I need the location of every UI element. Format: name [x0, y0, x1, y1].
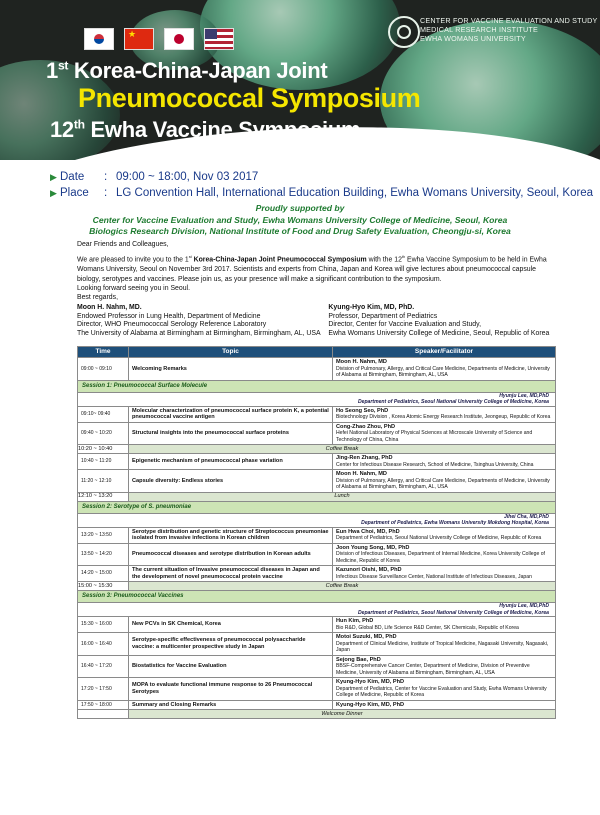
date-label: Date — [60, 171, 85, 183]
time-cell: 11:20 ~ 12:10 — [78, 470, 129, 493]
speaker-cell — [333, 454, 556, 470]
table-row — [78, 655, 556, 678]
title-line-1: 1st Korea-China-Japan Joint — [46, 58, 328, 83]
time-cell: 13:50 ~ 14:20 — [78, 543, 129, 566]
supporter-2: Biologics Research Division, National Institute of Food and Drug Safety Evaluation, Cheongju-si, Korea — [89, 226, 511, 236]
speaker-affiliation: Division of Pulmonary, Allergy, and Critical Care Medicine, Departments of Medicine, University of Alabama at Birmingham, Birmingham, AL, USA — [336, 365, 550, 378]
session-row — [78, 380, 556, 392]
speaker-name: Moon H. Nahm, MD — [336, 471, 387, 477]
topic-cell: Epigenetic mechanism of pneumococcal phase variation — [129, 454, 333, 470]
speaker-name: Sejong Bae, PhD — [336, 656, 381, 663]
time-cell: 15:30 ~ 16:00 — [78, 617, 129, 633]
time-cell: 16:40 ~ 17:20 — [78, 655, 129, 678]
column-header: Time — [78, 347, 129, 358]
break-label: Lunch — [129, 492, 556, 501]
time-cell — [78, 710, 129, 719]
time-cell: 16:00 ~ 16:40 — [78, 633, 129, 656]
header-banner — [0, 0, 600, 160]
speaker-cell — [333, 543, 556, 566]
time-cell: 09:10~ 09:40 — [78, 406, 129, 422]
invitation-letter — [77, 240, 557, 303]
time-cell: 10:40 ~ 11:20 — [78, 454, 129, 470]
time-cell: 09:40 ~ 10:20 — [78, 422, 129, 445]
speaker-affiliation: Center for Infectious Disease Research, School of Medicine, Tsinghua University, China — [336, 461, 534, 468]
speaker-name: Motoi Suzuki, MD, PhD — [336, 634, 397, 640]
signer-name: Moon H. Nahm, MD. — [77, 304, 142, 311]
title-line-3: 12th Ewha Vaccine Symposium — [50, 117, 361, 142]
topic-cell: Biostatistics for Vaccine Evaluation — [129, 655, 333, 678]
speaker-cell — [333, 358, 556, 381]
signer-name: Kyung-Hyo Kim, MD, PhD. — [328, 304, 415, 311]
speaker-affiliation: Department of Pediatrics, Center for Vaccine Evaluation and Study, Ewha Womans University College of Medicine, Republic of Korea — [336, 685, 547, 698]
place-row: ▶ Place : LG Convention Hall, International Education Building, Ewha Womans University, Seoul, Korea — [50, 187, 594, 199]
best-regards: Best regards, — [77, 294, 118, 302]
table-header-row — [78, 347, 556, 358]
date-row: ▶ Date : 09:00 ~ 18:00, Nov 03 2017 — [50, 171, 259, 183]
session-title: Session 2: Serotype of S. pneumoniae — [78, 501, 556, 513]
speaker-cell — [333, 406, 556, 422]
table-row — [78, 422, 556, 445]
place-value: LG Convention Hall, International Education Building, Ewha Womans University, Seoul, Korea — [116, 187, 594, 199]
signer-affiliation: The University of Alabama at Birmingham at Birmingham, Birmingham, AL, USA — [77, 329, 321, 337]
flags-row — [84, 28, 234, 50]
table-row — [78, 678, 556, 701]
speaker-affiliation: Division of Pulmonary, Allergy, and Critical Care Medicine, Departments of Medicine, University of Alabama at Birmingham, Birmingham, AL, USA — [336, 477, 550, 490]
speaker-affiliation: Department of Pediatrics, Seoul National University College of Medicine, Republic of Korea — [336, 535, 542, 541]
speaker-name: Moon H. Nahm, MD — [336, 359, 387, 365]
speaker-name: Hun Kim, PhD — [336, 618, 374, 624]
speaker-cell — [333, 422, 556, 445]
program-body — [78, 358, 556, 719]
speaker-affiliation: Department of Clinical Medicine, Institute of Tropical Medicine, Nagasaki University, Nagasaki, Japan — [336, 640, 549, 653]
break-label: Coffee Break — [129, 582, 556, 591]
time-cell: 13:20 ~ 13:50 — [78, 527, 129, 543]
speaker-affiliation: Biotechnology Division , Korea Atomic Energy Research Institute, Jeongeup, Republic of Korea — [336, 414, 551, 420]
chair-cell — [78, 513, 556, 527]
chair-cell — [78, 392, 556, 406]
program-table — [77, 346, 556, 719]
table-row — [78, 406, 556, 422]
speaker-name: Ho Seong Seo, PhD — [336, 407, 389, 414]
chair-row — [78, 392, 556, 406]
time-cell: 10:20 ~ 10:40 — [78, 445, 129, 454]
chair-row — [78, 603, 556, 617]
table-row — [78, 454, 556, 470]
china-flag-icon — [124, 28, 154, 50]
topic-cell: MOPA to evaluate functional immune response to 26 Pneumococcal Serotypes — [129, 678, 333, 701]
break-label: Welcome Dinner — [129, 710, 556, 719]
time-cell: 12:10 ~ 13:20 — [78, 492, 129, 501]
supporter-1: Center for Vaccine Evaluation and Study, Ewha Womans University College of Medicine, Seoul, Korea — [92, 214, 508, 225]
topic-cell: Summary and Closing Remarks — [129, 700, 333, 710]
signatories — [77, 304, 557, 338]
speaker-affiliation: Hefei National Laboratory of Physical Sciences at Microscale University of Science and Technology of China, China — [336, 430, 533, 443]
speaker-cell — [333, 566, 556, 582]
supported-by: Proudly supported by — [255, 203, 345, 213]
university-emblem-icon — [388, 16, 420, 48]
chair-cell — [78, 603, 556, 617]
time-cell: 17:50 ~ 18:00 — [78, 700, 129, 710]
speaker-affiliation: Division of Infectious Diseases, Department of Internal Medicine, Korea University College of Medicine, Republic of Korea — [336, 551, 545, 564]
chair-name: Hyunju Lee, MD,PhD — [499, 392, 549, 399]
speaker-name: Kyung-Hyo Kim, MD, PhD — [336, 679, 405, 685]
speaker-cell — [333, 633, 556, 656]
korea-flag-icon — [84, 28, 114, 50]
table-row — [78, 358, 556, 381]
usa-flag-icon — [204, 28, 234, 50]
time-cell: 09:00 ~ 09:10 — [78, 358, 129, 381]
title-line-2: Pneumococcal Symposium — [78, 83, 421, 113]
triangle-bullet-icon: ▶ — [50, 171, 57, 182]
topic-cell: New PCVs in SK Chemical, Korea — [129, 617, 333, 633]
topic-cell: Pneumococcal diseases and serotype distribution in Korean adults — [129, 543, 333, 566]
speaker-cell — [333, 678, 556, 701]
signer-title: Director, Center for Vaccine Evaluation and Study, — [328, 321, 481, 329]
speaker-name: Eun Hwa Choi, MD, PhD — [336, 528, 400, 535]
speaker-affiliation: BBSF-Comprehensive Cancer Center, Department of Medicine, Division of Preventive Medicine, University of Alabama at Birmingham, Birmingham, AL, USA — [336, 663, 530, 676]
supporters — [0, 203, 600, 238]
signer-title: Director, WHO Pneumococcal Serology Reference Laboratory — [77, 321, 267, 329]
speaker-cell — [333, 470, 556, 493]
speaker-cell — [333, 655, 556, 678]
invitation-paragraph: We are pleased to invite you to the 1st Korea-China-Japan Joint Pneumococcal Symposium with the 12th Ewha Vaccine Symposium to be held in Ewha Womans University, Seoul on November 3rd 2017. Scientists and experts from China, Japan and Korea will give lectures about pneumococcal capsule biology, serotypes and vaccines. Please join us, as your presence will make a significant contribution to the symposium. — [77, 255, 547, 283]
table-row — [78, 617, 556, 633]
session-title: Session 3: Pneumococcal Vaccines — [78, 591, 556, 603]
table-row — [78, 470, 556, 493]
japan-flag-icon — [164, 28, 194, 50]
speaker-name: Kazunori Oishi, MD, PhD — [336, 567, 402, 573]
topic-cell: Molecular characterization of pneumococcal surface protein K, a potential pneumococcal vaccine antigen — [129, 406, 333, 422]
time-cell: 15:00 ~ 15:30 — [78, 582, 129, 591]
chair-affiliation: Department of Pediatrics, Seoul National University College of Medicine, Korea — [357, 609, 549, 616]
table-row — [78, 566, 556, 582]
table-row — [78, 633, 556, 656]
table-row — [78, 700, 556, 710]
topic-cell: Structural insights into the pneumococcal surface proteins — [129, 422, 333, 445]
speaker-cell — [333, 527, 556, 543]
speaker-name: Joon Young Song, MD, PhD — [336, 544, 410, 551]
organization-name — [420, 16, 598, 43]
break-row — [78, 445, 556, 454]
org-line: CENTER FOR VACCINE EVALUATION AND STUDY — [420, 16, 598, 25]
speaker-name: Cong-Zhao Zhou, PhD — [336, 423, 396, 430]
break-row — [78, 710, 556, 719]
table-row — [78, 527, 556, 543]
chair-affiliation: Department of Pediatrics, Ewha Womans University Mokdong Hospital, Korea — [361, 520, 549, 526]
topic-cell: Serotype distribution and genetic structure of Streptococcus pneumoniae isolated from invasive infections in Korean children — [129, 527, 333, 543]
org-line: EWHA WOMANS UNIVERSITY — [420, 34, 526, 43]
speaker-cell — [333, 617, 556, 633]
speaker-affiliation: Bio R&D, Global BD, Life Science R&D Center, SK Chemicals, Republic of Korea — [336, 624, 519, 631]
chair-name: Hyunju Lee, MD,PhD — [499, 603, 549, 609]
table-row — [78, 543, 556, 566]
column-header: Topic — [129, 347, 333, 358]
signer-1 — [77, 304, 328, 338]
break-row — [78, 492, 556, 501]
topic-cell: Welcoming Remarks — [129, 358, 333, 381]
speaker-name: Kyung-Hyo Kim, MD, PhD — [336, 701, 405, 708]
time-cell: 17:20 ~ 17:50 — [78, 678, 129, 701]
speaker-name: Jing-Ren Zhang, PhD — [336, 455, 393, 461]
signer-title: Endowed Professor in Lung Health, Department of Medicine — [77, 312, 261, 320]
topic-cell: Capsule diversity: Endless stories — [129, 470, 333, 493]
speaker-affiliation: Infectious Disease Surveillance Center, National Institute of Infectious Diseases, Japan — [336, 573, 532, 580]
topic-cell: The current situation of Invasive pneumococcal diseases in Japan and the development of novel pneumococcal protein vaccine — [129, 566, 333, 582]
signer-title: Professor, Department of Pediatrics — [328, 312, 438, 320]
time-cell: 14:20 ~ 15:00 — [78, 566, 129, 582]
topic-cell: Serotype-specific effectiveness of pneumococcal polysaccharide vaccine: a multicenter prospective study in Japan — [129, 633, 333, 656]
triangle-bullet-icon: ▶ — [50, 187, 57, 198]
session-row — [78, 591, 556, 603]
session-row — [78, 501, 556, 513]
session-title: Session 1: Pneumococcal Surface Molecule — [78, 380, 556, 392]
signer-affiliation: Ewha Womans University College of Medicine, Seoul, Republic of Korea — [328, 329, 550, 337]
break-row — [78, 582, 556, 591]
place-label: Place — [60, 187, 89, 199]
speaker-cell — [333, 700, 556, 710]
event-info — [50, 169, 593, 201]
chair-affiliation: Department of Pediatrics, Seoul National University College of Medicine, Korea — [357, 399, 549, 405]
org-line: MEDICAL RESEARCH INSTITUTE — [420, 25, 538, 34]
greeting: Dear Friends and Colleagues, — [77, 241, 169, 248]
chair-row — [78, 513, 556, 527]
closing-line: Looking forward seeing you in Seoul. — [77, 284, 191, 292]
signer-2 — [328, 304, 557, 338]
chair-name: Jihei Cha, MD,PhD — [503, 513, 549, 520]
column-header: Speaker/Facilitator — [333, 347, 556, 358]
break-label: Coffee Break — [129, 445, 556, 454]
date-value: 09:00 ~ 18:00, Nov 03 2017 — [116, 171, 259, 183]
